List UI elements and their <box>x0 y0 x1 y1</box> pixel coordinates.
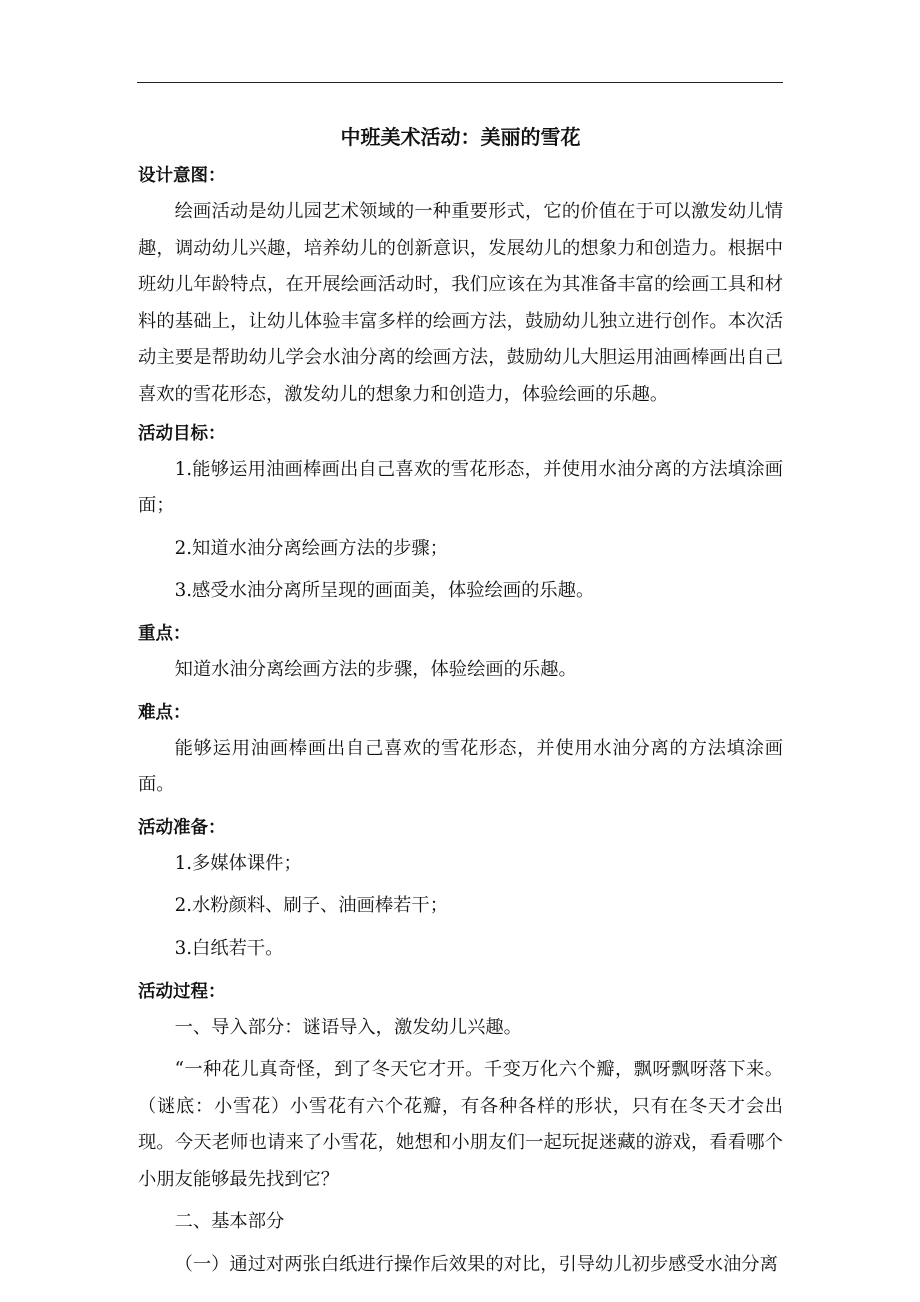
prep-item-3: 3.白纸若干。 <box>174 937 284 959</box>
heading-process: 活动过程： <box>138 981 226 1002</box>
process-riddle-paragraph: “一种花儿真奇怪，到了冬天它才开。千变万化六个瓣，飘呀飘呀落下来。（谜底：小雪花）小雪花有六个花瓣，有各种各样的形状，只有在冬天才会出现。今天老师也请来了小雪花，她想和小朋友们一起玩捉迷藏的游戏，看看哪个小朋友能够最先找到它？ <box>138 1059 783 1190</box>
heading-preparation: 活动准备： <box>138 817 226 838</box>
heading-design-intent: 设计意图： <box>138 166 226 186</box>
design-intent-paragraph: 绘画活动是幼儿园艺术领域的一种重要形式，它的价值在于可以激发幼儿情趣，调动幼儿兴趣，培养幼儿的创新意识，发展幼儿的想象力和创造力。根据中班幼儿年龄特点，在开展绘画活动时，我们应该在为其准备丰富的绘画工具和材料的基础上，让幼儿体验丰富多样的绘画方法，鼓励幼儿独立进行创作。本次活动主要是帮助幼儿学会水油分离的绘画方法，鼓励幼儿大胆运用油画棒画出自己喜欢的雪花形态，激发幼儿的想象力和创造力，体验绘画的乐趣。 <box>138 201 783 405</box>
header-rule <box>137 82 783 83</box>
document-body <box>138 126 783 1284</box>
goal-item-2: 2.知道水油分离绘画方法的步骤； <box>174 537 448 559</box>
process-intro: 一、导入部分：谜语导入，激发幼儿兴趣。 <box>174 1016 522 1038</box>
difficulty-text: 能够运用油画棒画出自己喜欢的雪花形态，并使用水油分离的方法填涂画面。 <box>138 737 783 796</box>
goal-item-1: 1.能够运用油画棒画出自己喜欢的雪花形态，并使用水油分离的方法填涂画面； <box>138 458 783 517</box>
heading-difficulty: 难点： <box>138 702 191 723</box>
process-basic-part: 二、基本部分 <box>174 1211 285 1233</box>
prep-item-1: 1.多媒体课件； <box>174 852 302 874</box>
goal-item-3: 3.感受水油分离所呈现的画面美，体验绘画的乐趣。 <box>174 580 595 602</box>
heading-key-point: 重点： <box>138 623 191 644</box>
heading-activity-goals: 活动目标： <box>138 423 226 444</box>
process-step-1: （一）通过对两张白纸进行操作后效果的对比，引导幼儿初步感受水油分离 <box>174 1254 778 1276</box>
prep-item-2: 2.水粉颜料、刷子、油画棒若干； <box>174 895 448 917</box>
document-title: 中班美术活动：美丽的雪花 <box>340 125 581 149</box>
key-point-text: 知道水油分离绘画方法的步骤，体验绘画的乐趣。 <box>174 658 577 680</box>
